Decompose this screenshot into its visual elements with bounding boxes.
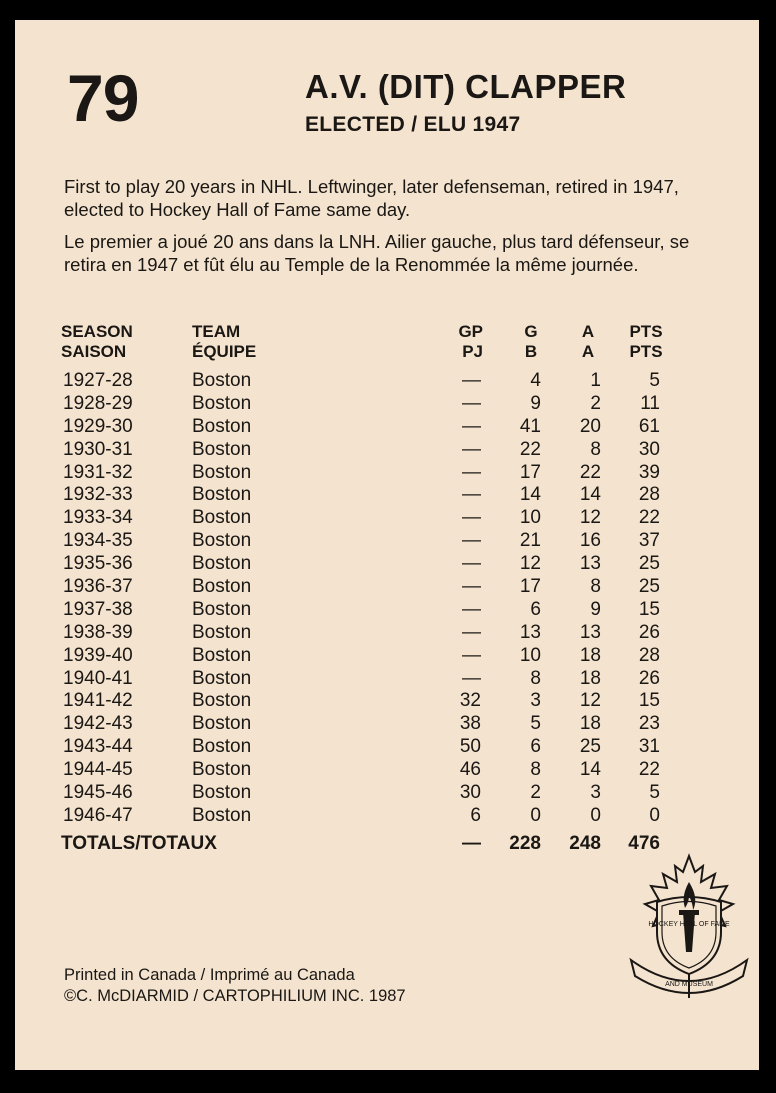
cell-pts: 26 <box>638 621 660 643</box>
cell-a: 9 <box>590 598 601 620</box>
cell-a: 14 <box>579 759 601 781</box>
player-name: A.V. (DIT) CLAPPER <box>305 68 627 105</box>
cell-g: 41 <box>519 415 541 437</box>
elected-year: ELECTED / ELU 1947 <box>305 113 521 136</box>
cell-pts: 25 <box>638 553 660 575</box>
cell-pts: 31 <box>638 736 660 758</box>
hockey-hall-of-fame-logo-icon <box>627 852 751 1002</box>
table-row <box>15 599 759 622</box>
cell-gp: — <box>462 415 481 437</box>
cell-team: Boston <box>192 621 252 643</box>
cell-g: 14 <box>519 484 541 506</box>
cell-team: Boston <box>192 804 252 826</box>
cell-gp: — <box>462 484 481 506</box>
table-row <box>15 690 759 713</box>
cell-gp: 50 <box>459 736 481 758</box>
cell-a: 1 <box>590 370 601 391</box>
table-row <box>15 507 759 530</box>
cell-g: 13 <box>519 621 541 643</box>
cell-gp: — <box>462 667 481 689</box>
cell-gp: 38 <box>459 713 481 735</box>
cell-pts: 26 <box>638 667 660 689</box>
cell-g: 10 <box>519 644 541 666</box>
table-row <box>15 530 759 553</box>
cell-gp: — <box>462 507 481 529</box>
cell-pts: 28 <box>638 484 660 506</box>
cell-team: Boston <box>192 392 252 414</box>
cell-pts: 25 <box>638 576 660 598</box>
cell-a: 18 <box>579 644 601 666</box>
cell-gp: 46 <box>459 759 481 781</box>
cell-gp: — <box>462 576 481 598</box>
cell-g: 3 <box>530 690 541 712</box>
table-row <box>15 462 759 485</box>
cell-gp: 6 <box>470 804 481 826</box>
table-row <box>15 553 759 576</box>
totals-a: 248 <box>569 833 601 854</box>
cell-season: 1929-30 <box>63 415 133 437</box>
cell-season: 1939-40 <box>63 644 133 666</box>
cell-a: 22 <box>579 461 601 483</box>
cell-g: 12 <box>519 553 541 575</box>
cell-g: 5 <box>530 713 541 735</box>
cell-gp: — <box>462 530 481 552</box>
cell-team: Boston <box>192 553 252 575</box>
cell-pts: 30 <box>638 438 660 460</box>
totals-pts: 476 <box>628 833 660 854</box>
cell-a: 8 <box>590 438 601 460</box>
cell-gp: — <box>462 644 481 666</box>
bio-english: First to play 20 years in NHL. Leftwinger, later defenseman, retired in 1947, elected to Hockey Hall of Fame same day. <box>64 176 679 220</box>
cell-season: 1942-43 <box>63 713 133 735</box>
logo-text-bottom: AND MUSEUM <box>665 981 713 988</box>
cell-g: 0 <box>530 804 541 826</box>
cell-season: 1933-34 <box>63 507 133 529</box>
cell-gp: — <box>462 392 481 414</box>
card-back <box>15 20 759 1070</box>
header-pts: PTS PTS <box>629 322 663 361</box>
cell-team: Boston <box>192 484 252 506</box>
cell-team: Boston <box>192 415 252 437</box>
cell-gp: — <box>462 370 481 391</box>
cell-team: Boston <box>192 461 252 483</box>
table-row <box>15 622 759 645</box>
cell-pts: 22 <box>638 507 660 529</box>
table-row <box>15 736 759 759</box>
cell-pts: 5 <box>649 370 660 391</box>
cell-g: 8 <box>530 667 541 689</box>
cell-season: 1943-44 <box>63 736 133 758</box>
table-row <box>15 713 759 736</box>
cell-gp: — <box>462 438 481 460</box>
cell-season: 1935-36 <box>63 553 133 575</box>
copyright: ©C. McDIARMID / CARTOPHILIUM INC. 1987 <box>64 987 406 1005</box>
logo-text-top: HOCKEY HALL OF FAME <box>648 921 730 928</box>
totals-g: 228 <box>509 833 541 854</box>
cell-pts: 37 <box>638 530 660 552</box>
cell-team: Boston <box>192 759 252 781</box>
cell-team: Boston <box>192 782 252 804</box>
table-row <box>15 782 759 805</box>
bio-french: Le premier a joué 20 ans dans la LNH. Ailier gauche, plus tard défenseur, se retira en 1947 et fût élu au Temple de la Renommée la même journée. <box>64 231 690 275</box>
table-row <box>15 439 759 462</box>
stats-table <box>15 370 759 828</box>
cell-team: Boston <box>192 690 252 712</box>
cell-pts: 23 <box>638 713 660 735</box>
table-row <box>15 393 759 416</box>
cell-pts: 22 <box>638 759 660 781</box>
cell-pts: 15 <box>638 598 660 620</box>
cell-season: 1936-37 <box>63 576 133 598</box>
table-row <box>15 668 759 691</box>
table-row <box>15 484 759 507</box>
cell-a: 25 <box>579 736 601 758</box>
cell-g: 6 <box>530 598 541 620</box>
cell-team: Boston <box>192 667 252 689</box>
cell-a: 0 <box>590 804 601 826</box>
cell-g: 6 <box>530 736 541 758</box>
cell-season: 1928-29 <box>63 392 133 414</box>
cell-g: 21 <box>519 530 541 552</box>
cell-a: 18 <box>579 713 601 735</box>
cell-gp: — <box>462 598 481 620</box>
cell-a: 2 <box>590 392 601 414</box>
cell-season: 1932-33 <box>63 484 133 506</box>
printed-in: Printed in Canada / Imprimé au Canada <box>64 966 355 984</box>
cell-a: 18 <box>579 667 601 689</box>
card-number: 79 <box>67 61 139 135</box>
cell-a: 3 <box>590 782 601 804</box>
cell-pts: 15 <box>638 690 660 712</box>
cell-g: 17 <box>519 461 541 483</box>
cell-pts: 5 <box>649 782 660 804</box>
cell-gp: 30 <box>459 782 481 804</box>
cell-a: 13 <box>579 621 601 643</box>
cell-a: 12 <box>579 690 601 712</box>
cell-a: 20 <box>579 415 601 437</box>
cell-pts: 0 <box>649 804 660 826</box>
table-row <box>15 645 759 668</box>
cell-season: 1937-38 <box>63 598 133 620</box>
cell-season: 1930-31 <box>63 438 133 460</box>
cell-gp: — <box>462 621 481 643</box>
table-row <box>15 805 759 828</box>
cell-gp: — <box>462 461 481 483</box>
cell-team: Boston <box>192 530 252 552</box>
cell-team: Boston <box>192 644 252 666</box>
header-g: G B <box>524 322 538 361</box>
cell-season: 1946-47 <box>63 804 133 826</box>
cell-team: Boston <box>192 438 252 460</box>
cell-gp: — <box>462 553 481 575</box>
cell-season: 1931-32 <box>63 461 133 483</box>
cell-season: 1934-35 <box>63 530 133 552</box>
cell-a: 14 <box>579 484 601 506</box>
cell-pts: 11 <box>640 392 660 414</box>
cell-season: 1945-46 <box>63 782 133 804</box>
cell-season: 1941-42 <box>63 690 133 712</box>
cell-a: 13 <box>579 553 601 575</box>
cell-g: 9 <box>530 392 541 414</box>
totals-gp: — <box>462 833 481 854</box>
header-team: TEAM ÉQUIPE <box>192 322 257 361</box>
cell-g: 4 <box>530 370 541 391</box>
cell-season: 1927-28 <box>63 370 133 391</box>
footer <box>64 965 406 1007</box>
cell-g: 8 <box>530 759 541 781</box>
cell-a: 12 <box>579 507 601 529</box>
cell-pts: 39 <box>638 461 660 483</box>
header-a: A A <box>581 322 595 361</box>
cell-g: 22 <box>519 438 541 460</box>
cell-team: Boston <box>192 576 252 598</box>
table-row <box>15 576 759 599</box>
table-row <box>15 370 759 393</box>
header-gp: GP PJ <box>458 322 483 361</box>
cell-a: 16 <box>579 530 601 552</box>
cell-gp: 32 <box>459 690 481 712</box>
cell-team: Boston <box>192 713 252 735</box>
cell-team: Boston <box>192 507 252 529</box>
cell-g: 10 <box>519 507 541 529</box>
cell-team: Boston <box>192 736 252 758</box>
table-row <box>15 416 759 439</box>
cell-g: 2 <box>530 782 541 804</box>
cell-season: 1944-45 <box>63 759 133 781</box>
totals-label: TOTALS/TOTAUX <box>61 833 217 854</box>
cell-pts: 61 <box>638 415 660 437</box>
cell-season: 1938-39 <box>63 621 133 643</box>
cell-pts: 28 <box>638 644 660 666</box>
cell-team: Boston <box>192 370 252 391</box>
cell-season: 1940-41 <box>63 667 133 689</box>
header-season: SEASON SAISON <box>61 322 133 361</box>
cell-team: Boston <box>192 598 252 620</box>
cell-g: 17 <box>519 576 541 598</box>
table-row <box>15 759 759 782</box>
cell-a: 8 <box>590 576 601 598</box>
